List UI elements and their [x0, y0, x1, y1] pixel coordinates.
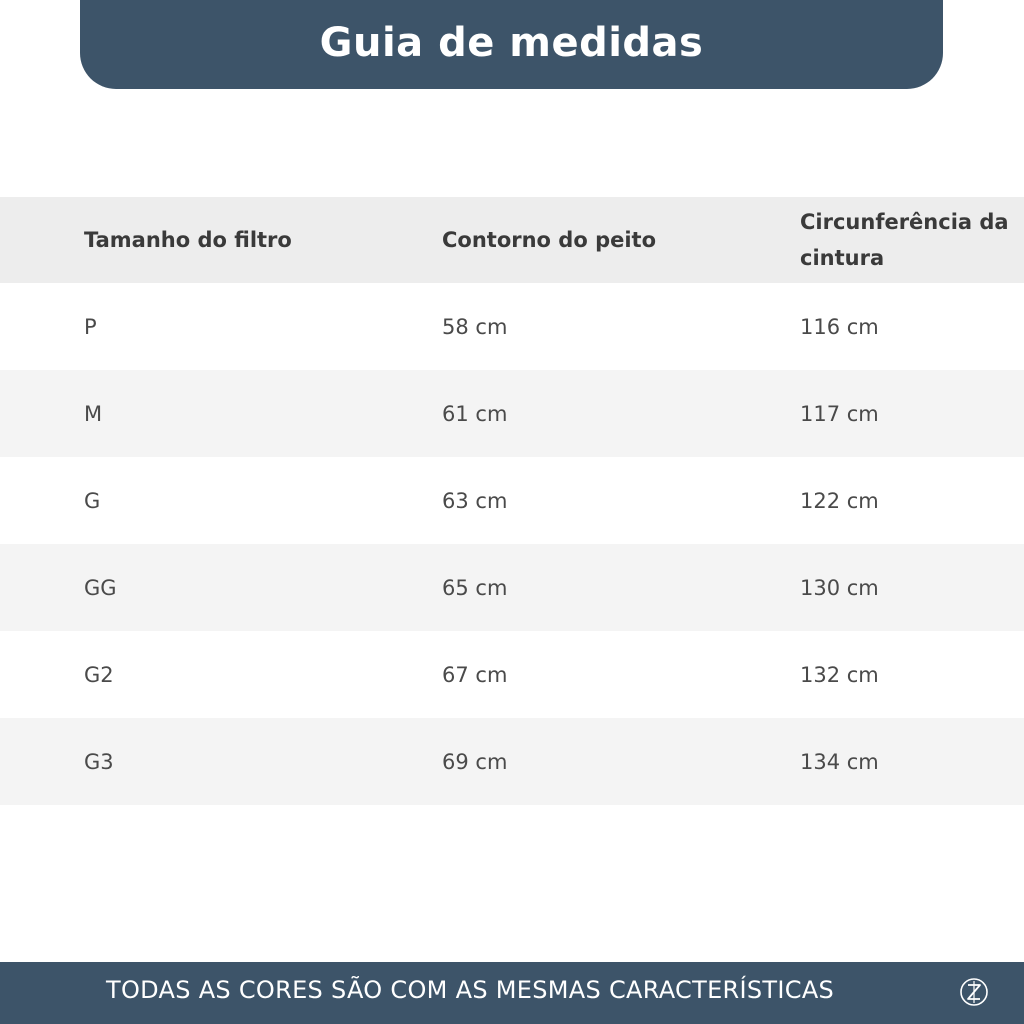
table-row — [0, 631, 1024, 718]
table-row — [0, 718, 1024, 805]
table-row — [0, 457, 1024, 544]
size-cell: P — [84, 314, 97, 339]
column-header-waist: Circunferência da cintura — [800, 210, 1009, 270]
chest-cell: 65 cm — [442, 575, 508, 600]
footer-bar — [0, 962, 1024, 1024]
table-row — [0, 370, 1024, 457]
footer-note: TODAS AS CORES SÃO COM AS MESMAS CARACTERÍSTICAS — [106, 976, 835, 1004]
chest-cell: 63 cm — [442, 488, 508, 513]
waist-cell: 132 cm — [800, 662, 879, 687]
size-cell: G — [84, 488, 101, 513]
page-title: Guia de medidas — [319, 19, 704, 66]
table-header-row — [0, 197, 1024, 283]
table-row — [0, 544, 1024, 631]
column-header-chest: Contorno do peito — [442, 228, 657, 252]
header-banner — [80, 0, 943, 89]
chest-cell: 61 cm — [442, 401, 508, 426]
waist-cell: 117 cm — [800, 401, 879, 426]
size-guide-table — [0, 197, 1024, 805]
waist-cell: 116 cm — [800, 314, 879, 339]
size-cell: G2 — [84, 662, 114, 687]
chest-cell: 58 cm — [442, 314, 508, 339]
table-row — [0, 283, 1024, 370]
waist-cell: 122 cm — [800, 488, 879, 513]
chest-cell: 67 cm — [442, 662, 508, 687]
size-cell: G3 — [84, 749, 114, 774]
waist-cell: 130 cm — [800, 575, 879, 600]
chest-cell: 69 cm — [442, 749, 508, 774]
size-cell: GG — [84, 575, 117, 600]
brand-z-logo-icon — [958, 976, 990, 1008]
waist-cell: 134 cm — [800, 749, 879, 774]
column-header-filter-size: Tamanho do filtro — [84, 228, 292, 252]
size-cell: M — [84, 401, 103, 426]
